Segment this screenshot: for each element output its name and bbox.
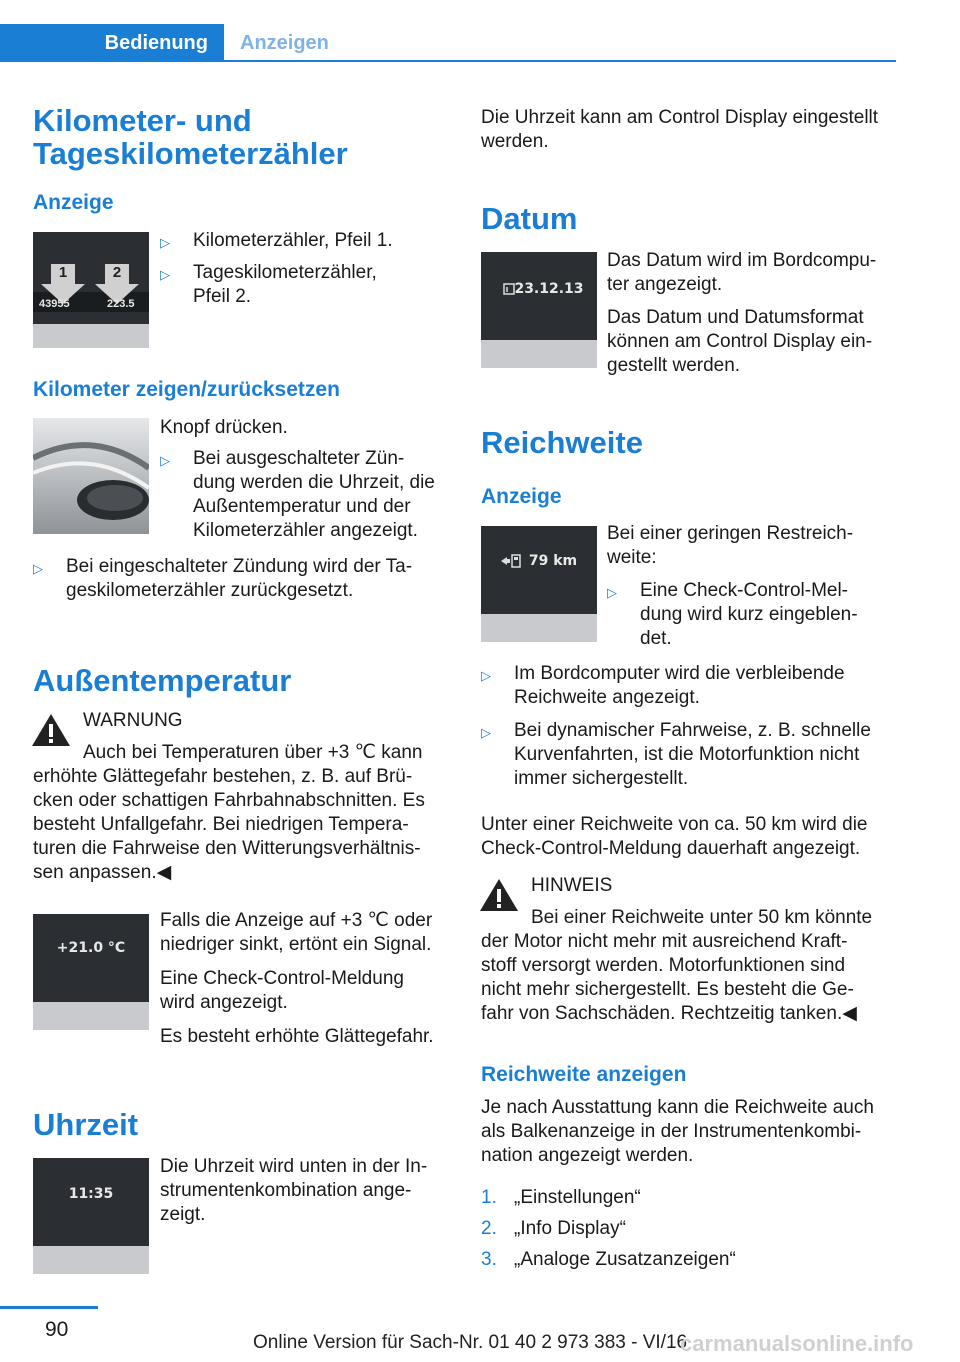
bullet-line: Pfeil 2. <box>193 286 252 307</box>
step-number: 1. <box>481 1187 497 1208</box>
warning-line: cken oder schattigen Fahrbahnabschnitten. Es <box>33 790 425 811</box>
date-display-image <box>481 252 597 368</box>
bullet-line: Bei ausgeschalteter Zün- <box>193 448 405 469</box>
odometer-arrows-icon <box>33 232 149 348</box>
step-text: „Einstellungen“ <box>514 1187 641 1208</box>
bullet-line: Außentemperatur und der <box>193 496 411 517</box>
reset-button-icon <box>33 418 149 534</box>
para-line: Unter einer Reichweite von ca. 50 km wird die <box>481 814 868 835</box>
para-line: Eine Check-Control-Meldung <box>160 968 404 989</box>
para-line: Das Datum wird im Bordcompu- <box>607 250 877 271</box>
note-label: HINWEIS <box>531 875 613 896</box>
note-body <box>481 930 911 1026</box>
range-display-value: 79 km <box>528 553 578 569</box>
bullet-text <box>193 261 450 309</box>
range-title: Reichweite <box>481 425 643 460</box>
step-number: 2. <box>481 1218 497 1239</box>
date-para-1 <box>607 249 876 297</box>
para-line: Je nach Ausstattung kann die Reichweite auch <box>481 1097 874 1118</box>
date-para-2 <box>607 306 872 378</box>
step-3 <box>481 1248 901 1272</box>
warning-line: sen anpassen.◀ <box>33 862 172 883</box>
page-number: 90 <box>45 1318 69 1341</box>
triangle-bullet-icon: ▷ <box>160 235 170 250</box>
tab-bedienung[interactable]: Bedienung <box>0 24 224 62</box>
arrow-2-label: 2 <box>112 264 122 281</box>
watermark: carmanualsonline.info <box>680 1331 914 1356</box>
bullet-line: Reichweite angezeigt. <box>514 687 700 708</box>
warning-triangle-icon <box>31 713 71 747</box>
reset-bullet-1 <box>160 447 460 545</box>
arrow-1-label: 1 <box>58 264 68 281</box>
para-line: wird angezeigt. <box>160 992 288 1013</box>
bullet-line: Eine Check-Control-Mel- <box>640 580 849 601</box>
temperature-para-2 <box>160 967 404 1015</box>
range-bullet-1 <box>607 579 907 653</box>
temperature-display-image <box>33 914 149 1030</box>
bullet-line: Bei eingeschalteter Zündung wird der Ta- <box>66 556 413 577</box>
bullet-text: Kilometerzähler, Pfeil 1. <box>193 230 393 251</box>
bullet-line: Bei dynamischer Fahrweise, z. B. schnelle <box>514 720 871 741</box>
triangle-bullet-icon: ▷ <box>160 267 170 282</box>
online-version-text: Online Version für Sach-Nr. 01 40 2 973 383 - VI/16 <box>253 1332 688 1353</box>
range-display-image <box>481 526 597 642</box>
warning-line: turen die Fahrweise den Witterungsverhältnis- <box>33 838 421 859</box>
bullet-line: dung werden die Uhrzeit, die <box>193 472 435 493</box>
note-line: nicht mehr sichergestellt. Es besteht die Ge- <box>481 979 854 1000</box>
clock-title: Uhrzeit <box>33 1107 139 1142</box>
triangle-bullet-icon: ▷ <box>160 453 170 468</box>
note-line: fahr von Sachschäden. Rechtzeitig tanken.◀ <box>481 1003 857 1024</box>
step-text: „Info Display“ <box>514 1218 626 1239</box>
bullet-line: immer sichergestellt. <box>514 768 689 789</box>
temperature-display-value: +21.0 °C <box>56 940 126 956</box>
warning-line: erhöhte Glättegefahr bestehen, z. B. auf Brü- <box>33 766 413 787</box>
para-line: nation angezeigt werden. <box>481 1145 694 1166</box>
warning-line-1: Auch bei Temperaturen über +3 ℃ kann <box>83 742 423 763</box>
clock-line: zeigt. <box>160 1204 206 1225</box>
bullet-line: Kurvenfahrten, ist die Motorfunktion nicht <box>514 744 860 765</box>
para-line: Falls die Anzeige auf +3 ℃ oder <box>160 910 433 931</box>
para-line: als Balkenanzeige in der Instrumentenkombi- <box>481 1121 862 1142</box>
clock-text <box>160 1155 427 1227</box>
range-intro <box>607 522 853 570</box>
bullet-line: Im Bordcomputer wird die verbleibende <box>514 663 845 684</box>
show-range-text <box>481 1096 874 1168</box>
odometer-total-value: 43955 <box>39 298 70 310</box>
odometer-trip-value: 223.5 <box>107 298 135 310</box>
note-triangle-icon <box>479 878 519 912</box>
note-line-1: Bei einer Reichweite unter 50 km könnte <box>531 907 873 928</box>
step-2 <box>481 1217 901 1241</box>
page-header <box>0 0 960 62</box>
step-text: „Analoge Zusatzanzeigen“ <box>514 1249 736 1270</box>
triangle-bullet-icon: ▷ <box>33 561 43 576</box>
range-para <box>481 813 868 861</box>
odometer-display-heading: Anzeige <box>33 191 114 214</box>
triangle-bullet-icon: ▷ <box>481 725 491 740</box>
bullet-line: Tageskilometerzähler, <box>193 262 377 283</box>
range-display-heading: Anzeige <box>481 485 562 508</box>
range-bullet-3 <box>481 719 911 793</box>
footer-divider <box>0 1306 98 1309</box>
bullet-text <box>66 555 453 603</box>
clock-control-line: werden. <box>481 131 549 152</box>
bullet-line: Kilometerzähler angezeigt. <box>193 520 418 541</box>
range-bullet-2 <box>481 662 911 712</box>
odometer-bullet-1 <box>160 229 450 255</box>
press-button-text: Knopf drücken. <box>160 417 288 438</box>
tab-anzeigen[interactable]: Anzeigen <box>240 32 329 54</box>
para-line: Check-Control-Meldung dauerhaft angezeigt. <box>481 838 861 859</box>
header-divider <box>224 60 896 62</box>
odometer-image <box>33 232 149 348</box>
step-number: 3. <box>481 1249 497 1270</box>
bullet-line: geskilometerzähler zurückgesetzt. <box>66 580 354 601</box>
date-title: Datum <box>481 201 578 236</box>
para-line: ter angezeigt. <box>607 274 723 295</box>
reset-bullet-2 <box>33 555 453 605</box>
triangle-bullet-icon: ▷ <box>607 585 617 600</box>
temperature-title: Außentemperatur <box>33 663 292 698</box>
para-line: können am Control Display ein- <box>607 331 873 352</box>
warning-label: WARNUNG <box>83 710 183 731</box>
clock-control-line: Die Uhrzeit kann am Control Display eingestellt <box>481 107 879 128</box>
odometer-bullet-2 <box>160 261 450 311</box>
bullet-text <box>514 662 911 710</box>
warning-line: besteht Unfallgefahr. Bei niedrigen Tempera- <box>33 814 409 835</box>
temperature-para-1 <box>160 909 432 957</box>
odometer-title <box>33 104 348 170</box>
bullet-text <box>514 719 911 791</box>
note-line: der Motor nicht mehr mit ausreichend Kraft- <box>481 931 848 952</box>
temperature-para-3: Es besteht erhöhte Glättegefahr. <box>160 1026 434 1047</box>
show-range-heading: Reichweite anzeigen <box>481 1063 687 1086</box>
clock-display-image <box>33 1158 149 1274</box>
bullet-line: det. <box>640 628 672 649</box>
clock-display-value: 11:35 <box>68 1186 114 1202</box>
reset-button-image <box>33 418 149 534</box>
warning-body <box>33 765 453 885</box>
triangle-bullet-icon: ▷ <box>481 668 491 683</box>
reset-heading: Kilometer zeigen/zurücksetzen <box>33 378 340 401</box>
note-line: stoff versorgt werden. Motorfunktionen sind <box>481 955 846 976</box>
bullet-text <box>640 579 907 651</box>
clock-line: Die Uhrzeit wird unten in der In- <box>160 1156 428 1177</box>
para-line: gestellt werden. <box>607 355 741 376</box>
bullet-text <box>193 447 460 543</box>
para-line: Bei einer geringen Restreich- <box>607 523 854 544</box>
odometer-title-line1: Kilometer- und <box>33 103 252 138</box>
bullet-line: dung wird kurz eingeblen- <box>640 604 858 625</box>
odometer-title-line2: Tageskilometerzähler <box>33 136 348 171</box>
para-line: niedriger sinkt, ertönt ein Signal. <box>160 934 432 955</box>
clock-control-text <box>481 106 878 154</box>
step-1 <box>481 1186 901 1210</box>
para-line: weite: <box>607 547 657 568</box>
para-line: Das Datum und Datumsformat <box>607 307 864 328</box>
clock-line: strumentenkombination ange- <box>160 1180 412 1201</box>
date-display-value: 23.12.13 <box>514 281 584 297</box>
